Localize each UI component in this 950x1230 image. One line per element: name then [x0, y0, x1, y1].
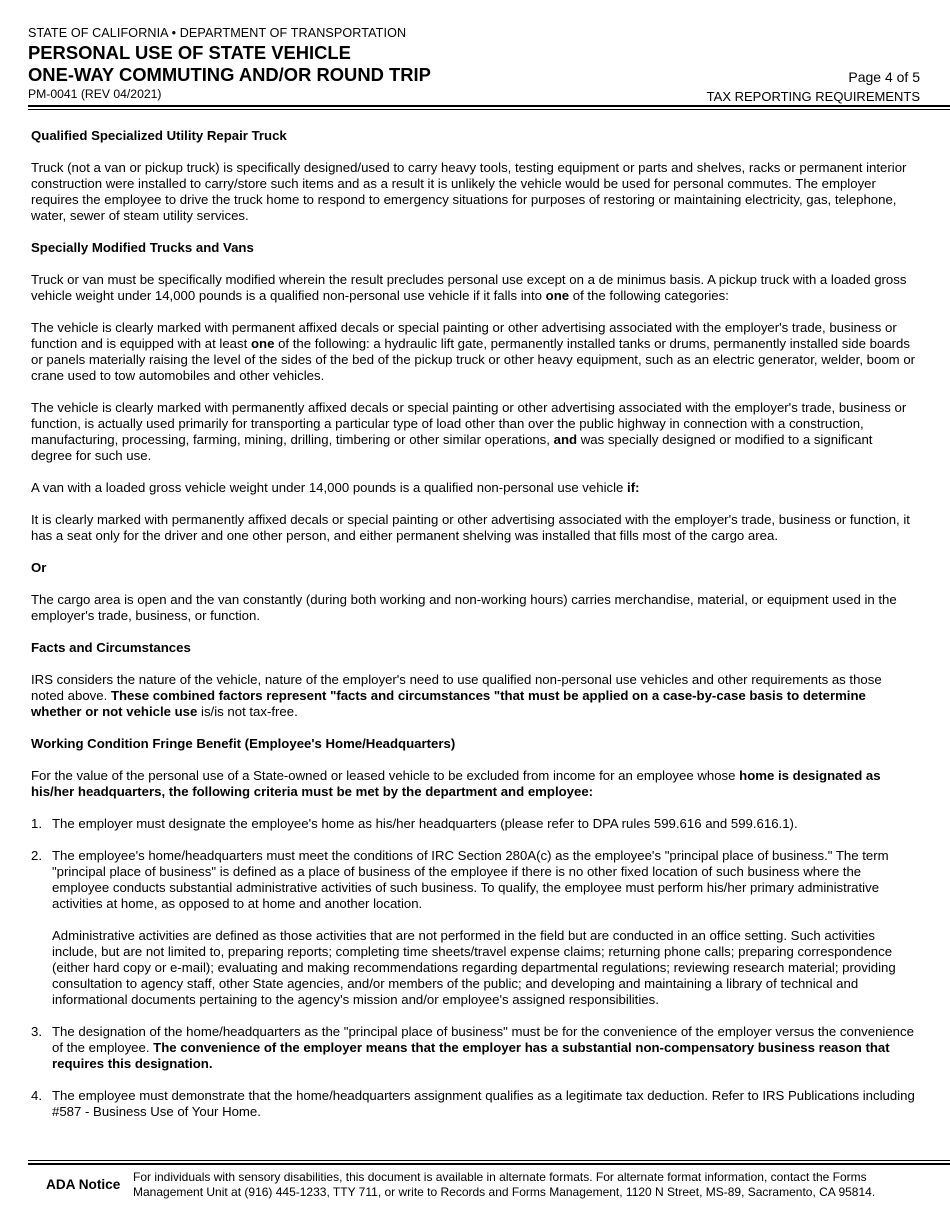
- paragraph-van-marked: It is clearly marked with permanently affixed decals or special painting or other advertising associated with the employer's trade, business or function, it has a seat only for the driver and one other person, and either permanent shelving was installed that fills most of the cargo area.: [31, 512, 910, 543]
- list-number: 4.: [31, 1088, 42, 1103]
- heading-facts: Facts and Circumstances: [31, 640, 191, 655]
- list-item: [31, 816, 917, 832]
- ada-notice-label: ADA Notice: [46, 1177, 121, 1192]
- list-item: [31, 848, 917, 1008]
- heading-fringe-benefit: Working Condition Fringe Benefit (Employee's Home/Headquarters): [31, 736, 456, 751]
- section-title: TAX REPORTING REQUIREMENTS: [706, 89, 920, 104]
- list-item-text: The designation of the home/headquarters as the "principal place of business" must be for the convenience of the employer versus the convenience of the employee. The convenience of the employer means that the employer has a substantial non-compensatory business reason that requires this designation.: [52, 1024, 914, 1071]
- criteria-list: [31, 816, 917, 1120]
- list-number: 1.: [31, 816, 42, 831]
- list-item-text-admin: Administrative activities are defined as those activities that are not performed in the field but are conducted in an office setting. Such activities include, but are not limited to, preparing reports; completing time sheets/travel expense claims; returning phone calls; preparing correspondence (either hard copy or e-mail); evaluating and making recommendations regarding departmental regulations; reviewing research material; providing consultation to agency staff, other State agencies, and/or members of the public; and developing and maintaining a library of technical and informational documents pertaining to the agency's mission and/or employee's assigned responsibilities.: [52, 928, 896, 1007]
- paragraph-utility-truck: Truck (not a van or pickup truck) is specifically designed/used to carry heavy tools, testing equipment or parts and shelves, racks or permanent interior construction were installed to carry/store such items and as a result it is unlikely the vehicle would be used for personal commutes. The employer requires the employee to drive the truck home to respond to emergency situations for purposes of restoring or maintaining electricity, gas, telephone, water, sewer of steam utility services.: [31, 160, 907, 223]
- or-separator: Or: [31, 560, 47, 575]
- document-body: [31, 128, 917, 1136]
- paragraph-load-vehicle: The vehicle is clearly marked with permanently affixed decals or special painting or other advertising associated with the employer's trade, business or function, is actually used primarily for transporting a particular type of load other than over the public highway in connection with a construction, manufacturing, processing, farming, mining, drilling, timbering or other similar operations, and was specially designed or modified to a significant degree for such use.: [31, 400, 907, 463]
- list-item-text: The employer must designate the employee's home as his/her headquarters (please refer to DPA rules 599.616 and 599.616.1).: [52, 816, 798, 831]
- form-number: PM-0041 (REV 04/2021): [28, 87, 162, 101]
- heading-utility-truck: Qualified Specialized Utility Repair Truck: [31, 128, 287, 143]
- paragraph-modified-intro: Truck or van must be specifically modified wherein the result precludes personal use except on a de minimus basis. A pickup truck with a loaded gross vehicle weight under 14,000 pounds is a qualified non-personal use vehicle if it falls into one of the following categories:: [31, 272, 907, 303]
- list-item-text: The employee's home/headquarters must meet the conditions of IRC Section 280A(c) as the employee's "principal place of business." The term "principal place of business" is defined as a place of business of the employee if there is no other fixed location of such business where the employee conducts substantial administrative activities of such business. To qualify, the employee must perform his/her primary administrative activities at home, as opposed to at home and another location.: [52, 848, 889, 911]
- paragraph-marked-vehicle: The vehicle is clearly marked with permanent affixed decals or special painting or other advertising associated with the employer's trade, business or function and is equipped with at least one of the following: a hydraulic lift gate, permanently installed tanks or drums, permanently installed side boards or panels materially raising the level of the sides of the bed of the pickup truck or other heavy equipment, such as an electric generator, welder, boom or crane used to tow automobiles and other vehicles.: [31, 320, 916, 383]
- paragraph-fringe-intro: For the value of the personal use of a State-owned or leased vehicle to be excluded from income for an employee whose home is designated as his/her headquarters, the following criteria must be met by the department and employee:: [31, 768, 881, 799]
- list-item: [31, 1024, 917, 1072]
- footer-divider-thin: [28, 1160, 950, 1161]
- list-number: 2.: [31, 848, 42, 863]
- document-header: [28, 26, 920, 104]
- heading-modified-trucks: Specially Modified Trucks and Vans: [31, 240, 254, 255]
- ada-notice-text: For individuals with sensory disabilities, this document is available in alternate formats. For alternate format information, contact the Forms Management Unit at (916) 445-1233, TTY 711, or write to Records and Forms Management, 1120 N Street, MS-89, Sacramento, CA 95814.: [133, 1170, 876, 1199]
- list-number: 3.: [31, 1024, 42, 1039]
- paragraph-facts: IRS considers the nature of the vehicle, nature of the employer's need to use qualified non-personal use vehicles and other requirements as those noted above. These combined factors represent "facts and circumstances "that must be applied on a case-by-case basis to determine whether or not vehicle use is/is not tax-free.: [31, 672, 882, 719]
- form-title-line2: ONE-WAY COMMUTING AND/OR ROUND TRIP: [28, 64, 431, 85]
- agency-name: STATE OF CALIFORNIA • DEPARTMENT OF TRANSPORTATION: [28, 26, 407, 40]
- list-item: [31, 1088, 917, 1120]
- paragraph-van-cargo: The cargo area is open and the van constantly (during both working and non-working hours) carries merchandise, material, or equipment used in the employer's trade, business, or function.: [31, 592, 897, 623]
- form-title-line1: PERSONAL USE OF STATE VEHICLE: [28, 42, 351, 63]
- footer-divider-thick: [28, 1163, 950, 1165]
- list-item-text: The employee must demonstrate that the home/headquarters assignment qualifies as a legitimate tax deduction. Refer to IRS Publications including #587 - Business Use of Your Home.: [52, 1088, 915, 1119]
- header-divider-thin: [28, 109, 950, 110]
- page-number: Page 4 of 5: [848, 69, 920, 85]
- paragraph-van: A van with a loaded gross vehicle weight under 14,000 pounds is a qualified non-personal use vehicle if:: [31, 480, 640, 495]
- header-divider-thick: [28, 105, 950, 107]
